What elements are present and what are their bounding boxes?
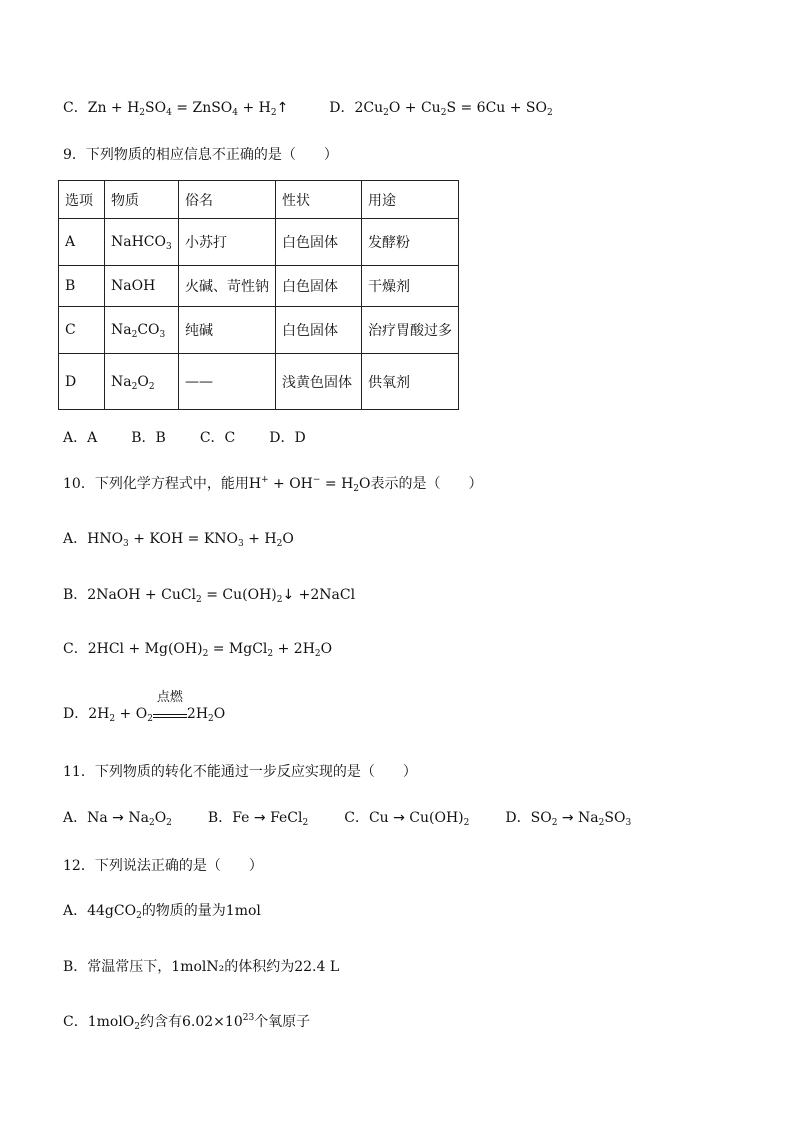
table-cell-common-name: —— xyxy=(179,354,276,410)
q9-info-table xyxy=(58,180,459,410)
table-cell-common-name: 纯碱 xyxy=(179,307,276,354)
table-cell-option: D xyxy=(59,354,105,410)
q11-stem: 11．下列物质的转化不能通过一步反应实现的是（ ） xyxy=(63,764,417,780)
q10-option-c: C．$2HCl + Mg(OH)_2$ = MgCl$_2$ + $2H_2O$ xyxy=(63,641,333,659)
table-header-cell: 选项 xyxy=(59,181,105,219)
table-cell-use: 供氧剂 xyxy=(362,354,459,410)
q9-option-b: B．B xyxy=(131,430,166,446)
table-header-row xyxy=(59,181,459,219)
q11-options xyxy=(63,808,631,828)
q10-option-d: D．$2H_2 + O_2$ 点燃 $2H_2O$ xyxy=(63,690,226,724)
q11-option-a: A．$Na \to Na_2O_2$ xyxy=(63,810,172,828)
q10-stem: 10．下列化学方程式中，能用$H^+ + OH^- = H_2O$表示的是（ ） xyxy=(63,475,483,494)
table-cell-property: 白色固体 xyxy=(276,266,362,307)
table-cell-use: 发酵粉 xyxy=(362,219,459,266)
table-cell-substance: $Na_2CO_3$ xyxy=(105,307,179,354)
q12-option-c: C．1molO$_2$约含有$6.02\times 10^{23}$个氧原子 xyxy=(63,1013,311,1032)
table-cell-property: 白色固体 xyxy=(276,219,362,266)
q12-stem: 12．下列说法正确的是（ ） xyxy=(63,858,263,874)
table-row xyxy=(59,354,459,410)
q11-option-c: C．$Cu \to Cu(OH)_2$ xyxy=(344,810,470,828)
table-header-cell: 物质 xyxy=(105,181,179,219)
q9-options xyxy=(63,428,306,448)
table-cell-use: 干燥剂 xyxy=(362,266,459,307)
table-cell-substance: NaOH xyxy=(105,266,179,307)
table-cell-substance: $Na_2O_2$ xyxy=(105,354,179,410)
table-cell-common-name: 小苏打 xyxy=(179,219,276,266)
table-cell-substance: NaHCO$_3$ xyxy=(105,219,179,266)
table-cell-option: C xyxy=(59,307,105,354)
table-cell-property: 浅黄色固体 xyxy=(276,354,362,410)
q9-option-d: D．D xyxy=(269,430,306,446)
q9-stem: 9．下列物质的相应信息不正确的是（ ） xyxy=(63,147,338,163)
q11-option-b: B．Fe → FeCl$_2$ xyxy=(207,810,309,828)
table-header-cell: 性状 xyxy=(276,181,362,219)
q10-option-a: A．$HNO_3$ + KOH = $KNO_3 + H_2O$ xyxy=(63,531,294,549)
table-header-cell: 俗名 xyxy=(179,181,276,219)
table-row xyxy=(59,219,459,266)
q8-option-c: C．$Zn + H_2SO_4$ = ZnSO$_4$ + $H_2↑$ xyxy=(63,100,289,118)
q8-option-d: D．$2Cu_2O + Cu_2S = 6Cu + SO_2$ xyxy=(329,100,553,118)
q12-option-b: B．常温常压下，1molN₂的体积约为22.4 L xyxy=(63,959,340,975)
q10-option-b: B．2NaOH + CuCl$_2$ = $Cu(OH)_2↓$ +2NaCl xyxy=(63,587,356,605)
q9-option-a: A．A xyxy=(63,430,98,446)
q8-options xyxy=(63,98,553,118)
table-cell-use: 治疗胃酸过多 xyxy=(362,307,459,354)
reaction-condition: 点燃 xyxy=(153,706,187,718)
table-cell-property: 白色固体 xyxy=(276,307,362,354)
table-row xyxy=(59,266,459,307)
table-cell-option: B xyxy=(59,266,105,307)
q12-option-a: A．44gCO$_2$的物质的量为1mol xyxy=(63,903,261,921)
table-cell-common-name: 火碱、苛性钠 xyxy=(179,266,276,307)
q9-option-c: C．C xyxy=(199,430,236,446)
table-header-cell: 用途 xyxy=(362,181,459,219)
q11-option-d: D．$SO_2 \to Na_2SO_3$ xyxy=(505,810,632,828)
table-row xyxy=(59,307,459,354)
table-cell-option: A xyxy=(59,219,105,266)
